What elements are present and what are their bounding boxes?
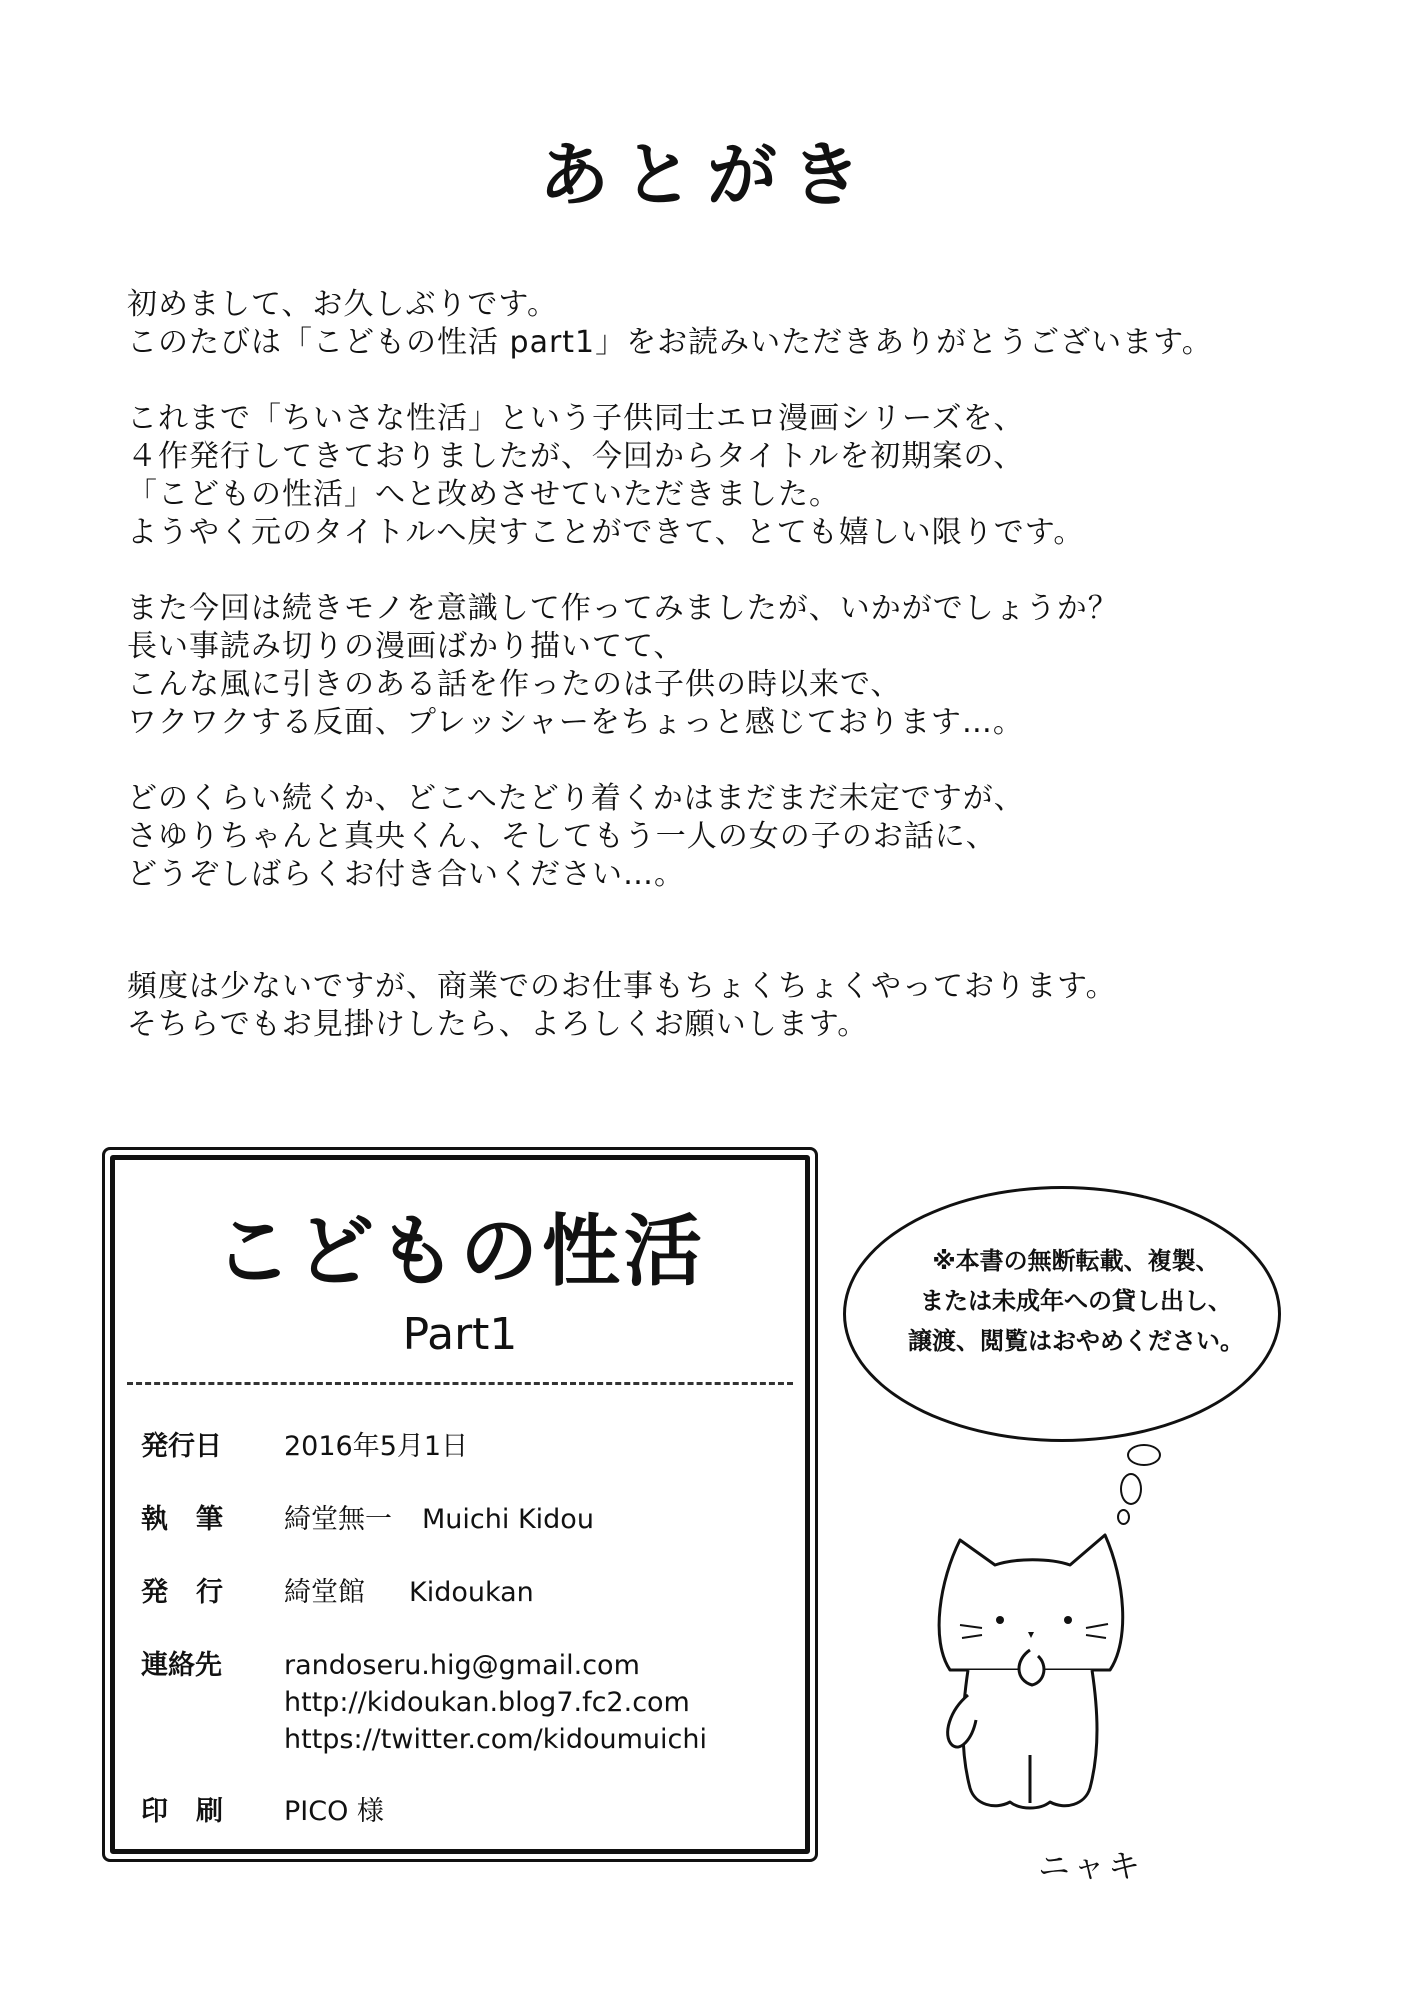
notice-line: または未成年への貸し出し、 (920, 1287, 1232, 1315)
author-name-en: Muichi Kidou (422, 1504, 594, 1535)
text-line: そちらでもお見掛けしたら、よろしくお願いします。 (127, 1007, 869, 1042)
copyright-notice (886, 1241, 1266, 1361)
notice-line: ※本書の無断転載、複製、 (932, 1247, 1220, 1275)
thought-dot (1120, 1473, 1142, 1505)
info-value: 2016年5月1日 (284, 1431, 469, 1462)
text-line: 「こどもの性活」へと改めさせていただきました。 (127, 477, 840, 512)
text-line: 長い事読み切りの漫画ばかり描いてて、 (127, 629, 685, 664)
dashed-divider (127, 1382, 793, 1385)
text-line: ワクワクする反面、プレッシャーをちょっと感じております…。 (127, 705, 1024, 740)
text-line: 頻度は少ないですが、商業でのお仕事もちょくちょくやっております。 (127, 969, 1117, 1004)
info-label: 印刷 (141, 1796, 251, 1827)
info-label: 発行日 (141, 1431, 222, 1462)
info-value (284, 1574, 534, 1611)
contact-blog: http://kidoukan.blog7.fc2.com (284, 1687, 690, 1718)
afterword-paragraph (127, 590, 1307, 742)
publisher-name-en: Kidoukan (409, 1577, 534, 1608)
author-name-jp: 綺堂無一 (284, 1504, 392, 1535)
afterword-body (127, 286, 1307, 1082)
colophon-box (102, 1147, 818, 1862)
afterword-paragraph (127, 968, 1307, 1044)
text-line: こんな風に引きのある話を作ったのは子供の時以来で、 (127, 667, 902, 702)
thought-bubble (843, 1186, 1281, 1442)
afterword-paragraph (127, 780, 1307, 894)
contact-twitter: https://twitter.com/kidoumuichi (284, 1724, 707, 1755)
afterword-paragraph (127, 400, 1307, 552)
text-line: 初めまして、お久しぶりです。 (127, 287, 558, 322)
afterword-title: あとがき (539, 134, 875, 216)
text-line: ４作発行してきておりましたが、今回からタイトルを初期案の、 (127, 439, 1025, 474)
info-label: 執筆 (141, 1504, 251, 1535)
cat-mascot-icon (920, 1520, 1140, 1830)
book-title: こどもの性活 (213, 1207, 706, 1297)
thought-dot (1127, 1444, 1161, 1466)
contact-email: randoseru.hig@gmail.com (284, 1650, 640, 1681)
text-line: また今回は続きモノを意識して作ってみましたが、いかがでしょうか？ (127, 591, 1119, 626)
text-line: どうぞしばらくお付き合いください…。 (127, 857, 685, 892)
text-line: さゆりちゃんと真央くん、そしてもう一人の女の子のお話に、 (127, 819, 997, 854)
info-label: 発行 (141, 1577, 251, 1608)
colophon-inner-frame (110, 1155, 810, 1854)
info-label: 連絡先 (141, 1650, 222, 1681)
publisher-name-jp: 綺堂館 (284, 1577, 365, 1608)
text-line: ようやく元のタイトルへ戻すことができて、とても嬉しい限りです。 (127, 515, 1085, 550)
cat-caption: ニャキ (1038, 1847, 1144, 1885)
notice-line: 譲渡、閲覧はおやめください。 (908, 1327, 1244, 1355)
book-part: Part1 (402, 1309, 518, 1360)
text-line: どのくらい続くか、どこへたどり着くかはまだまだ未定ですが、 (127, 781, 1025, 816)
info-value: PICO 様 (284, 1796, 384, 1827)
info-value (284, 1501, 594, 1538)
afterword-paragraph (127, 286, 1307, 362)
text-line: これまで「ちいさな性活」という子供同士エロ漫画シリーズを、 (127, 401, 1025, 436)
text-line: このたびは「こどもの性活 part1」をお読みいただきありがとうございます。 (127, 325, 1213, 360)
